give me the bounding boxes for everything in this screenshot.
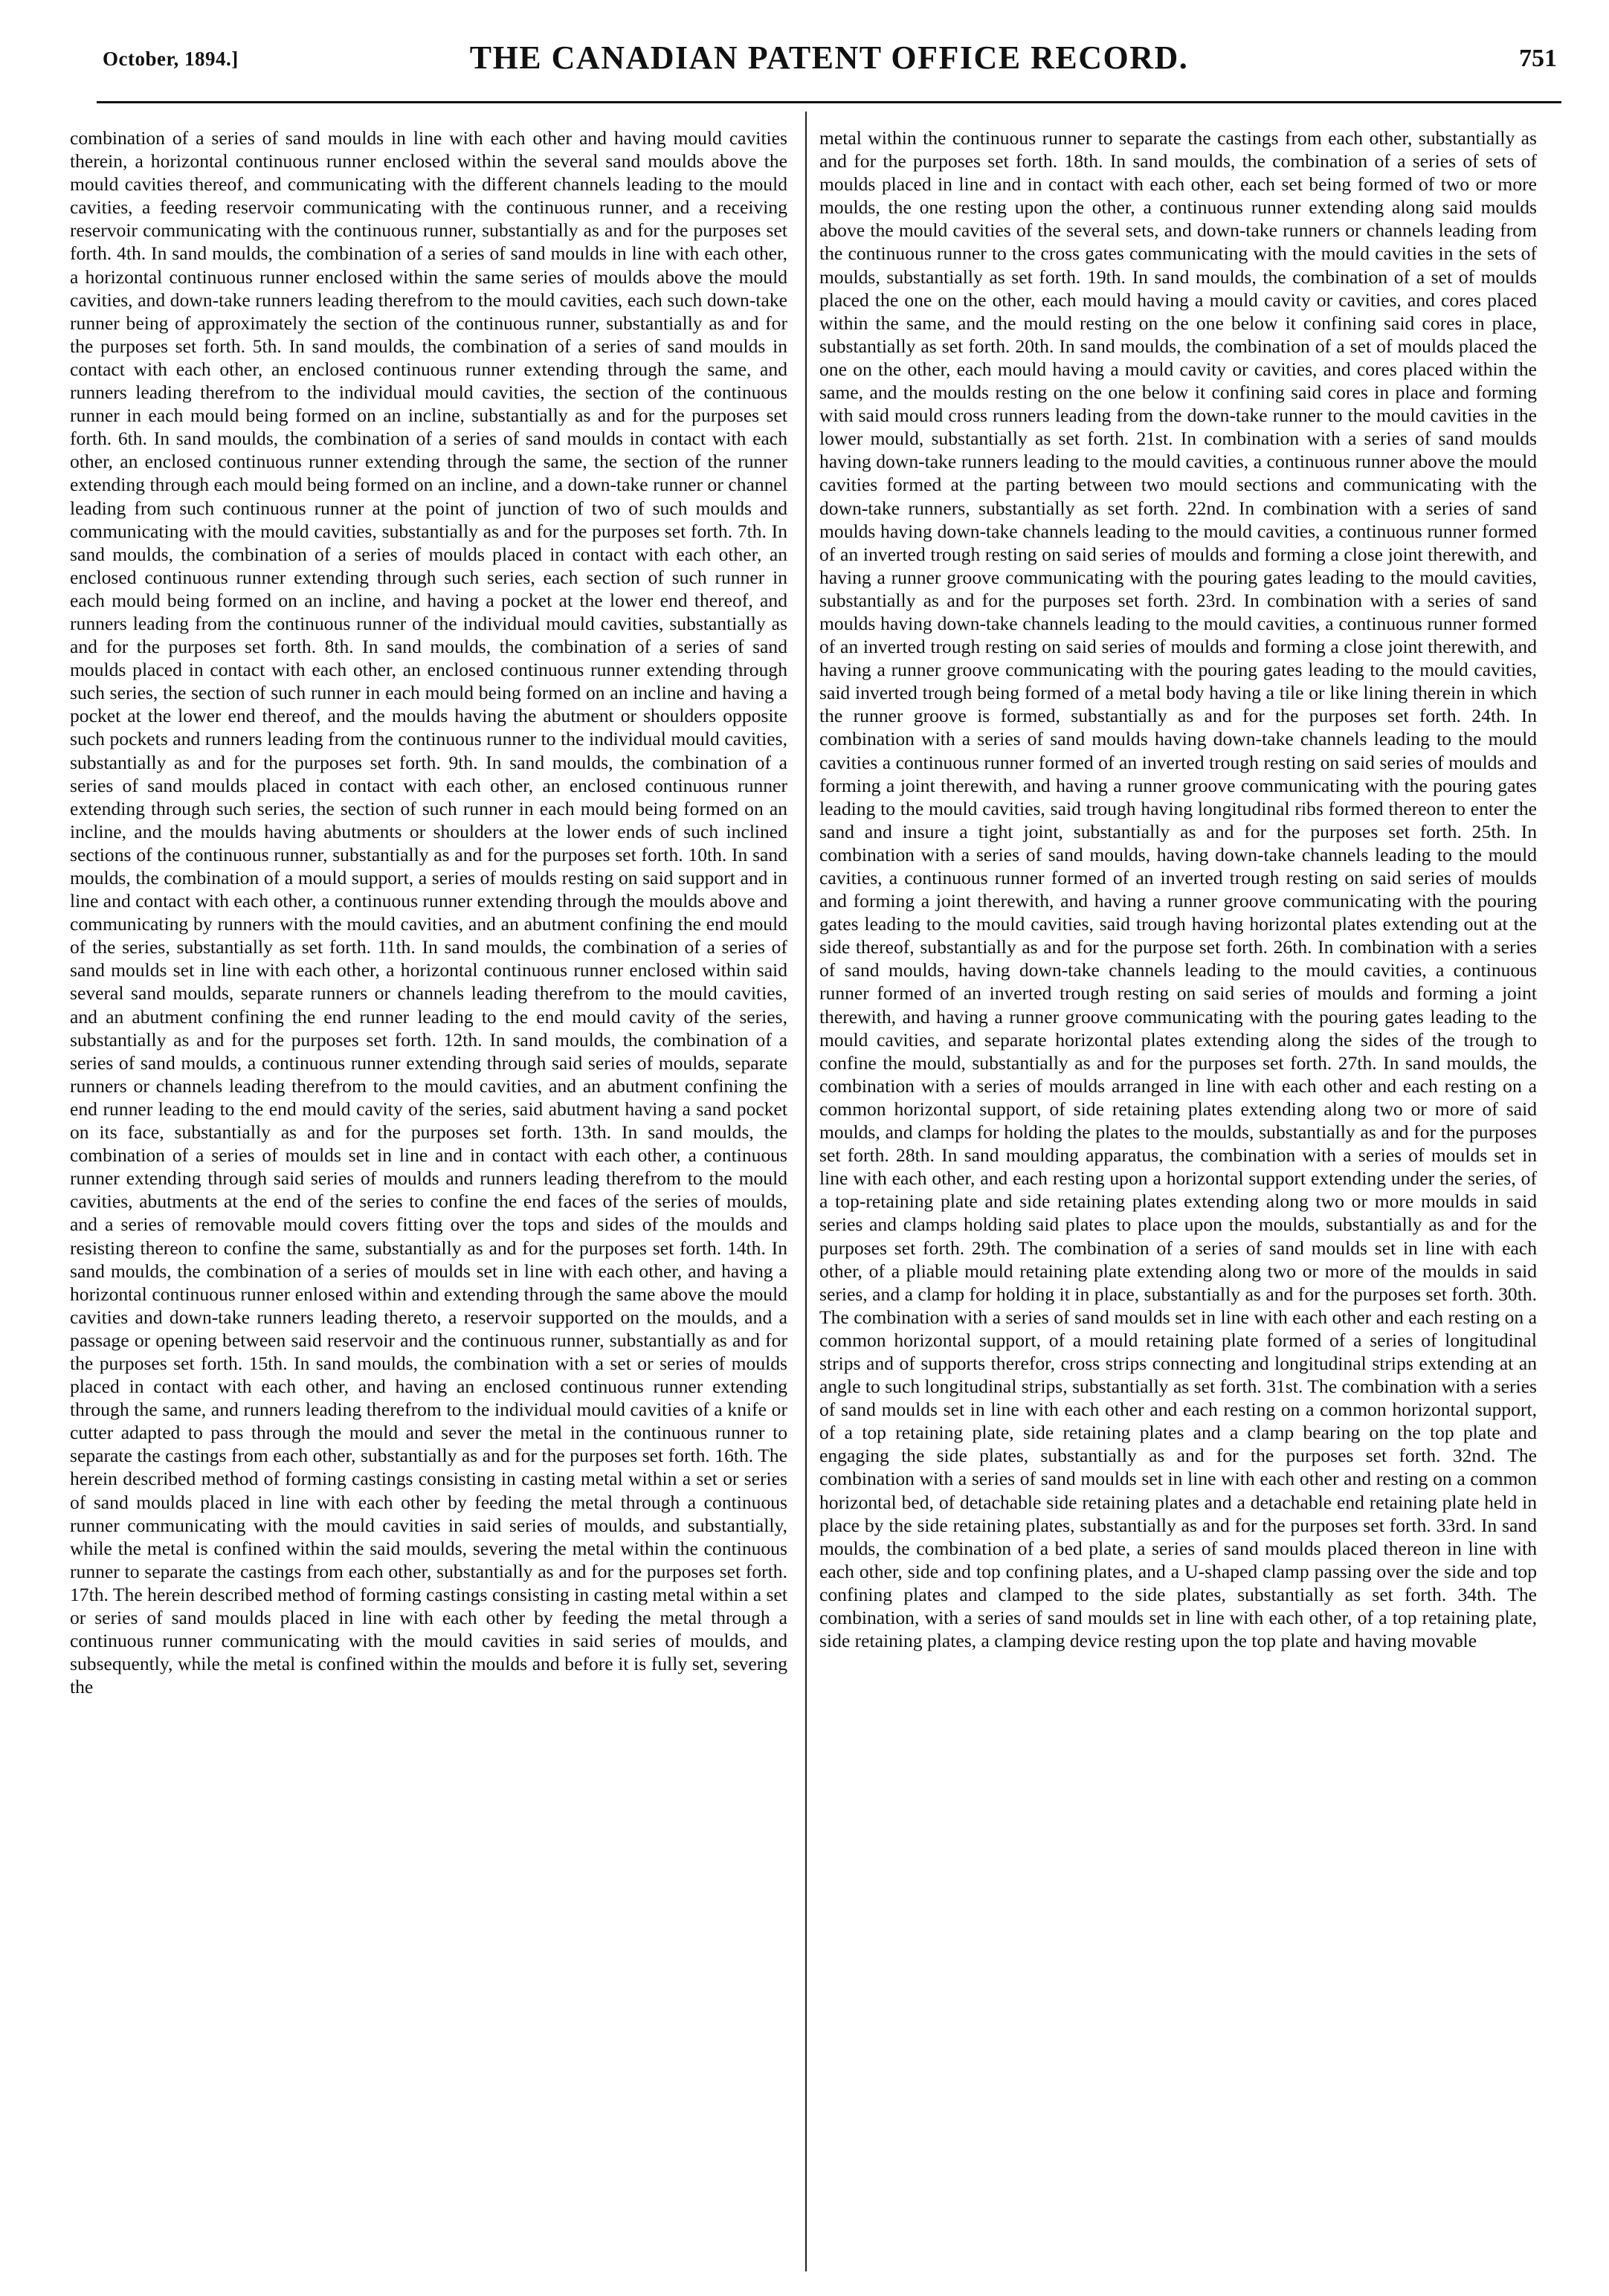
claims-text-right: metal within the continuous runner to separate the castings from each other, substantially as and for the purposes set forth. 18th. In sand moulds, the combination of a series of sets of moulds placed in line and in contact with each other, each set being formed of two or more moulds, the one resting upon the other, a continuous runner extending along said moulds above the mould cavities of the several sets, and down-take runners or channels leading from the continuous runner to the cross gates communicating with the mould cavities in the sets of moulds, substantially as set forth. 19th. In sand moulds, the combination of a set of moulds placed the one on the other, each mould having a mould cavity or cavities, and cores placed within the same, and the mould resting on the one below it confining said cores in place, substantially as set forth. 20th. In sand moulds, the combination of a set of moulds placed the one on the other, each mould having a mould cavity or cavities, and cores placed within the same, and the moulds resting on the one below it confining said cores in place and forming with said mould cross runners leading from the down-take runner to the mould cavities in the lower mould, substantially as set forth. 21st. In combination with a series of sand moulds having down-take runners leading to the mould cavities, a continuous runner above the mould cavities formed at the parting between two mould sections and communicating with the down-take runners, substantially as set forth. 22nd. In combination with a series of sand moulds having down-take channels leading to the mould cavities, a continuous runner formed of an inverted trough resting on said series of moulds and forming a close joint therewith, and having a runner groove communicating with the pouring gates leading to the mould cavities, substantially as and for the purposes set forth. 23rd. In combination with a series of sand moulds having down-take channels leading to the mould cavities, a continuous runner formed of an inverted trough resting on said series of moulds and forming a close joint therewith, and having a runner groove communicating with the pouring gates leading to the mould cavities, said inverted trough being formed of a metal body having a tile or like lining therein in which the runner groove is formed, substantially as and for the purposes set forth. 24th. In combination with a series of sand moulds having down-take channels leading to the mould cavities a continuous runner formed of an inverted trough resting on said series of moulds and forming a joint therewith, and having a runner groove communicating with the pouring gates leading to the mould cavities, said trough having longitudinal ribs formed thereon to enter the sand and insure a tight joint, substantially as and for the purposes set forth. 25th. In combination with a series of sand moulds, having down-take channels leading to the mould cavities, a continuous runner formed of an inverted trough resting on said series of moulds and forming a joint therewith, and having a runner groove communicating with the pouring gates leading to the mould cavities, said trough having horizontal plates extending out at the side thereof, substantially as and for the purpose set forth. 26th. In combination with a series of sand moulds, having down-take channels leading to the mould cavities, a continuous runner formed of an inverted trough resting on said series of moulds and forming a joint therewith, and having a runner groove communicating with the pouring gates leading to the mould cavities, and separate horizontal plates extending along the sides of the trough to confine the mould, substantially as and for the purposes set forth. 27th. In sand moulds, the combination with a series of moulds arranged in line with each other and each resting on a common horizontal support, of side retaining plates extending along two or more of said moulds, and clamps for holding the plates to the moulds, substantially as and for the purposes set forth. 28th. In sand moulding apparatus, the combination with a series of moulds set in line with each other, and each resting upon a horizontal support extending under the series, of a top-retaining plate and side retaining plates extending along two or more moulds in said series and clamps holding said plates to place upon the moulds, substantially as and for the purposes set forth. 29th. The combination of a series of sand moulds set in line with each other, of a pliable mould retaining plate extending along two or more of the moulds in said series, and a clamp for holding it in place, substantially as and for the purposes set forth. 30th. The combination with a series of sand moulds set in line with each other and each resting on a common horizontal support, of a mould retaining plate formed of a series of longitudinal strips and of supports therefor, cross strips connecting and longitudinal strips extending at an angle to such longitudinal strips, substantially as set forth. 31st. The combination with a series of sand moulds set in line with each other and each resting on a common horizontal support, of a top retaining plate, side retaining plates and a clamp bearing on the top plate and engaging the side plates, substantially as and for the purposes set forth. 32nd. The combination with a series of sand moulds set in line with each other and resting on a common horizontal bed, of detachable side retaining plates and a detachable end retaining plate held in place by the side retaining plates, substantially as and for the purposes set forth. 33rd. In sand moulds, the combination of a bed plate, a series of sand moulds placed thereon in line with each other, side and top confining plates, and a U-shaped clamp passing over the side and top confining plates and clamped to the side plates, substantially as set forth. 34th. The combination, with a series of sand moulds set in line with each other, of a top retaining plate, side retaining plates, a clamping device resting upon the top plate and having movable (819, 127, 1537, 1652)
header-date: October, 1894.] (103, 48, 239, 70)
page-header (97, 39, 1561, 91)
journal-title: THE CANADIAN PATENT OFFICE RECORD. (469, 39, 1189, 76)
page-number: 751 (1519, 45, 1557, 72)
text-column-left (70, 126, 787, 2268)
claims-text-left: combination of a series of sand moulds in line with each other and having mould cavities therein, a horizontal continuous runner enclosed within the several sand moulds above the mould cavities thereof, and communicating with the different channels leading to the mould cavities, a feeding reservoir communicating with the continuous runner, and a receiving reservoir communicating with the continuous runner, substantially as and for the purposes set forth. 4th. In sand moulds, the combination of a series of sand moulds in line with each other, a horizontal continuous runner enclosed within the same series of moulds above the mould cavities, and down-take runners leading therefrom to the mould cavities, each such down-take runner being of approximately the section of the continuous runner, substantially as and for the purposes set forth. 5th. In sand moulds, the combination of a series of sand moulds in contact with each other, an enclosed continuous runner extending through the same, and runners leading therefrom to the individual mould cavities, the section of the continuous runner in each mould being formed on an incline, substantially as and for the purposes set forth. 6th. In sand moulds, the combination of a series of sand moulds in contact with each other, an enclosed continuous runner extending through the same, the section of the runner extending through each mould being formed on an incline, and a down-take runner or channel leading from such continuous runner at the point of junction of two of such moulds and communicating with the mould cavities, substantially as and for the purposes set forth. 7th. In sand moulds, the combination of a series of moulds placed in contact with each other, an enclosed continuous runner extending through such series, each section of such runner in each mould being formed on an incline, and having a pocket at the lower end thereof, and runners leading from the continuous runner of the individual mould cavities, substantially as and for the purposes set forth. 8th. In sand moulds, the combination of a series of sand moulds placed in contact with each other, an enclosed continuous runner extending through such series, the section of such runner in each mould being formed on an incline and having a pocket at the lower end thereof, and the moulds having the abutment or shoulders opposite such pockets and runners leading from the continuous runner to the individual mould cavities, substantially as and for the purposes set forth. 9th. In sand moulds, the combination of a series of sand moulds placed in contact with each other, an enclosed continuous runner extending through such series, the section of such runner in each mould being formed on an incline, and the moulds having abutments or shoulders at the lower ends of such inclined sections of the continuous runner, substantially as and for the purposes set forth. 10th. In sand moulds, the combination of a mould support, a series of moulds resting on said support and in line and contact with each other, a continuous runner extending through the moulds above and communicating by runners with the mould cavities, and an abutment confining the end mould of the series, substantially as set forth. 11th. In sand moulds, the combination of a series of sand moulds set in line with each other, a horizontal continuous runner enclosed within said several sand moulds, separate runners or channels leading therefrom to the mould cavities, and an abutment confining the end runner leading to the end mould cavity of the series, substantially as and for the purposes set forth. 12th. In sand moulds, the combination of a series of sand moulds, a continuous runner extending through said series of moulds, separate runners or channels leading therefrom to the mould cavities, and an abutment confining the end runner leading to the end mould cavity of the series, said abutment having a sand pocket on its face, substantially as and for the purposes set forth. 13th. In sand moulds, the combination of a series of moulds set in line and in contact with each other, a continuous runner extending through said series of moulds and runners leading therefrom to the mould cavities, abutments at the end of the series to confine the end faces of the series of moulds, and a series of removable mould covers fitting over the tops and sides of the moulds and resisting thereon to confine the same, substantially as and for the purposes set forth. 14th. In sand moulds, the combination of a series of moulds set in line with each other, and having a horizontal continuous runner enlosed within and extending through the same above the mould cavities and down-take runners leading thereto, a reservoir supported on the moulds, and a passage or opening between said reservoir and the continuous runner, substantially as and for the purposes set forth. 15th. In sand moulds, the combination with a set or series of moulds placed in contact with each other, and having an enclosed continuous runner extending through the same, and runners leading therefrom to the individual mould cavities of a knife or cutter adapted to pass through the mould and sever the metal in the continuous runner to separate the castings from each other, substantially as and for the purposes set forth. 16th. The herein described method of forming castings consisting in casting metal within a set or series of sand moulds placed in line with each other by feeding the metal through a continuous runner communicating with the mould cavities in said series of moulds, and substantially, while the metal is confined within the said moulds, severing the metal within the continuous runner to separate the castings from each other, substantially as and for the purposes set forth. 17th. The herein described method of forming castings consisting in casting metal within a set or series of sand moulds placed in line with each other by feeding the metal through a continuous runner communicating with the mould cavities in said series of moulds, and subsequently, while the metal is confined within the moulds and before it is fully set, severing the (70, 127, 787, 1698)
header-rule (97, 101, 1561, 103)
text-column-right (819, 126, 1537, 2268)
column-divider (805, 112, 807, 2271)
